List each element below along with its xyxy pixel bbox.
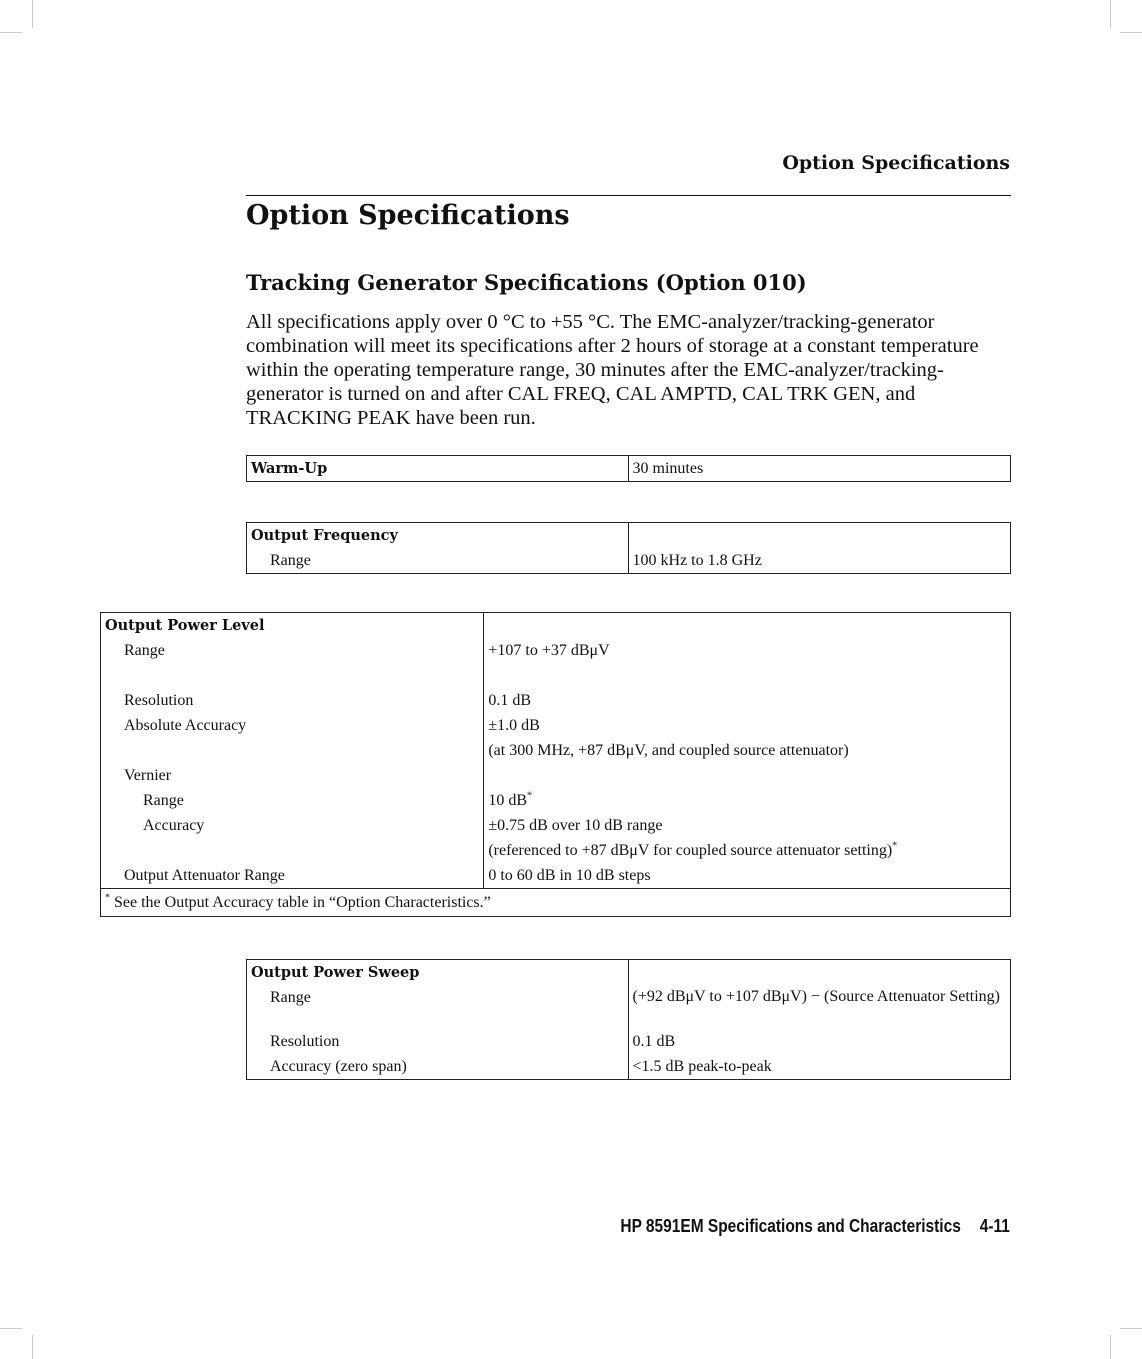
table-row — [247, 548, 1011, 574]
page-title: Option Specifications — [246, 200, 570, 231]
absolute-accuracy-note: (at 300 MHz, +87 dBμV, and coupled source attenuator) — [484, 738, 1011, 763]
range-value: (+92 dBμV to +107 dBμV) − (Source Attenuator Setting) — [628, 985, 1010, 1029]
accuracy-label: Accuracy (zero span) — [247, 1054, 629, 1080]
table-row — [101, 738, 1011, 763]
output-frequency-heading: Output Frequency — [247, 523, 629, 549]
page-footer — [621, 1216, 1010, 1237]
footnote-marker: * — [527, 790, 533, 802]
table-row — [247, 960, 1011, 986]
table-row — [101, 889, 1011, 917]
vernier-label: Vernier — [101, 763, 484, 788]
vernier-accuracy-note: (referenced to +87 dBμV for coupled source attenuator setting) — [488, 842, 893, 859]
attenuator-range-value: 0 to 60 dB in 10 dB steps — [484, 863, 1011, 889]
crop-mark — [0, 32, 22, 33]
footnote-marker: * — [892, 840, 898, 852]
table-row — [101, 713, 1011, 738]
table-row — [101, 688, 1011, 713]
footer-text: HP 8591EM Specifications and Characteristics — [620, 1216, 961, 1236]
vernier-accuracy-value: ±0.75 dB over 10 dB range — [484, 813, 1011, 838]
table-row — [101, 663, 1011, 688]
section-title: Tracking Generator Specifications (Option 010) — [246, 270, 807, 295]
range-label: Range — [247, 985, 629, 1029]
output-power-sweep-heading: Output Power Sweep — [247, 960, 629, 986]
table-row — [101, 763, 1011, 788]
header-rule — [246, 195, 1011, 196]
output-power-level-table — [100, 612, 1011, 917]
page-number: 4-11 — [979, 1216, 1010, 1236]
table-row — [247, 456, 1011, 482]
crop-mark — [1110, 0, 1111, 28]
running-head: Option Specifications — [782, 152, 1010, 174]
footnote-marker: * — [105, 892, 110, 904]
table-row — [101, 788, 1011, 813]
output-power-sweep-table — [246, 959, 1011, 1080]
table-row — [101, 863, 1011, 889]
crop-mark — [32, 1335, 33, 1359]
vernier-range-value: 10 dB — [488, 792, 528, 809]
crop-mark — [0, 1328, 22, 1329]
range-value: +107 to +37 dBμV — [484, 638, 1011, 663]
accuracy-value: <1.5 dB peak-to-peak — [628, 1054, 1010, 1080]
absolute-accuracy-value: ±1.0 dB — [484, 713, 1011, 738]
range-label: Range — [101, 638, 484, 663]
output-frequency-table — [246, 522, 1011, 574]
resolution-value: 0.1 dB — [628, 1029, 1010, 1054]
crop-mark — [32, 0, 33, 28]
table-row — [101, 838, 1011, 863]
table-row — [247, 985, 1011, 1029]
crop-mark — [1120, 32, 1142, 33]
range-label: Range — [247, 548, 629, 574]
footnote-text: See the Output Accuracy table in “Option Characteristics.” — [114, 894, 491, 911]
warmup-table — [246, 455, 1011, 482]
table-row — [247, 523, 1011, 549]
vernier-accuracy-label: Accuracy — [101, 813, 484, 838]
crop-mark — [1110, 1335, 1111, 1359]
table-row — [101, 613, 1011, 639]
resolution-label: Resolution — [247, 1029, 629, 1054]
intro-paragraph: All specifications apply over 0 °C to +55 °C. The EMC-analyzer/tracking-generator combination will meet its specifications after 2 hours of storage at a constant temperature within the operating temperature range, 30 minutes after the EMC-analyzer/tracking-generator is turned on and after CAL FREQ, CAL AMPTD, CAL TRK GEN, and TRACKING PEAK have been run. — [246, 311, 979, 429]
range-value: 100 kHz to 1.8 GHz — [628, 548, 1010, 574]
table-row — [247, 1054, 1011, 1080]
attenuator-range-label: Output Attenuator Range — [101, 863, 484, 889]
warmup-label: Warm-Up — [247, 456, 629, 482]
crop-mark — [1120, 1328, 1142, 1329]
table-row — [101, 813, 1011, 838]
warmup-value: 30 minutes — [628, 456, 1011, 482]
table-row — [247, 1029, 1011, 1054]
table-row — [101, 638, 1011, 663]
vernier-range-label: Range — [101, 788, 484, 813]
output-power-level-heading: Output Power Level — [101, 613, 484, 639]
resolution-label: Resolution — [101, 688, 484, 713]
absolute-accuracy-label: Absolute Accuracy — [101, 713, 484, 738]
resolution-value: 0.1 dB — [484, 688, 1011, 713]
